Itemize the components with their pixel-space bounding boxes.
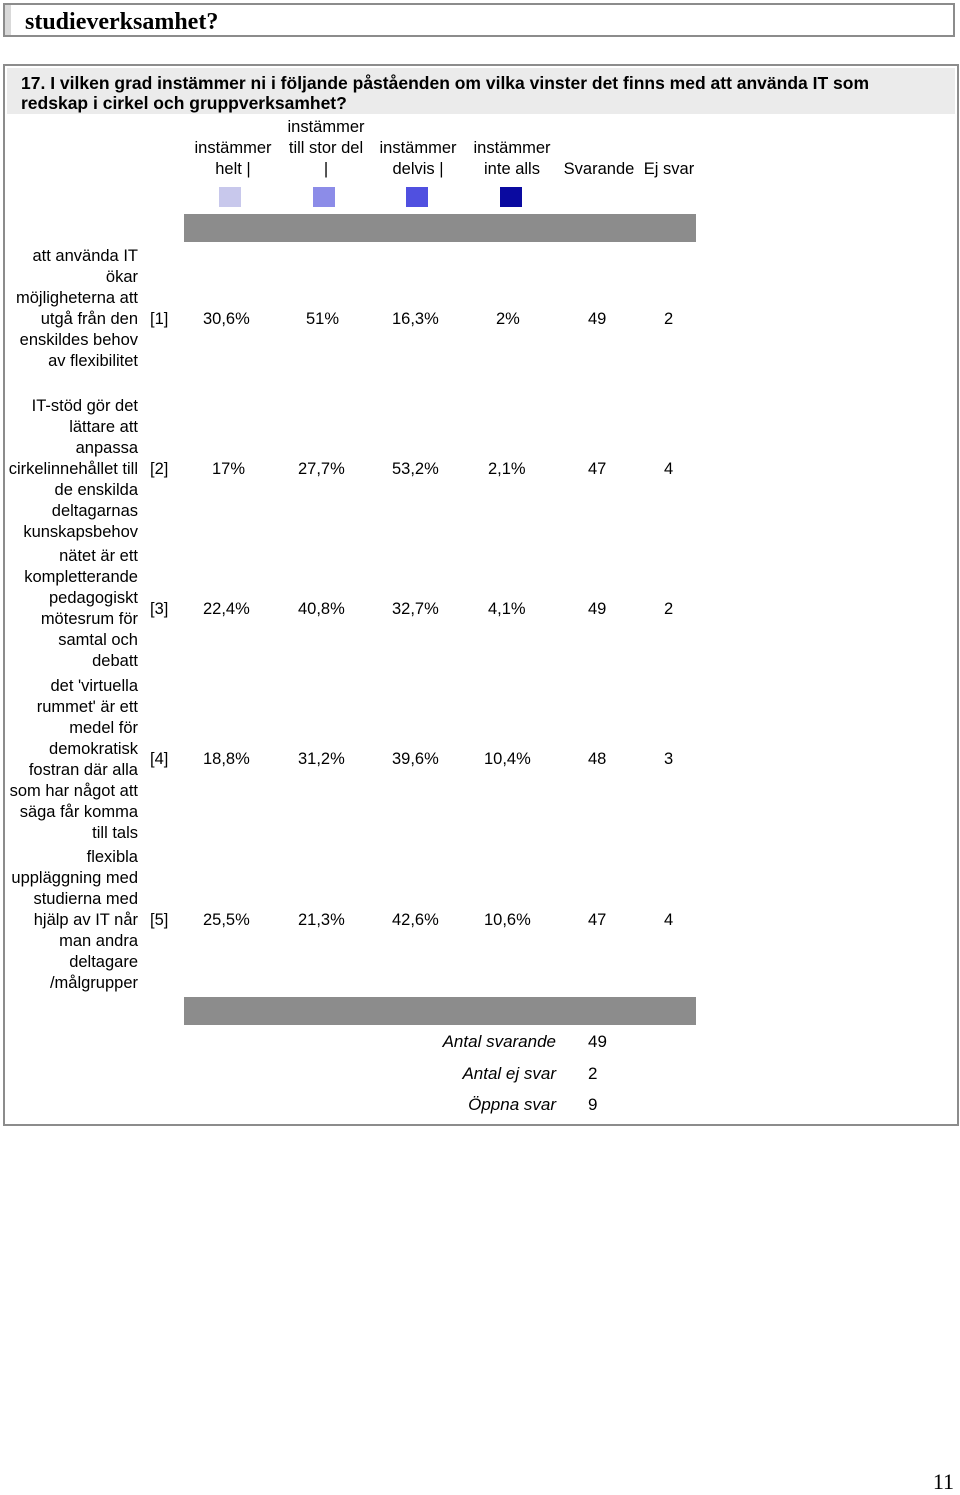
legend-swatch-inte-alls	[500, 187, 522, 207]
row-5-inte-alls: 10,6%	[484, 911, 531, 929]
row-5-svarande: 47	[588, 911, 607, 929]
row-3-delvis: 32,7%	[392, 600, 439, 618]
col1-line1: instämmer	[194, 139, 272, 157]
row-4-helt: 18,8%	[203, 750, 250, 768]
row-4-delvis: 39,6%	[392, 750, 439, 768]
row-4-label: det 'virtuella rummet' är ett medel för demokratisk fostran där alla som har något att säga får komma till tals	[9, 677, 138, 842]
row-5-delvis: 42,6%	[392, 911, 439, 929]
row-2-helt: 17%	[212, 460, 246, 478]
row-3-label: nätet är ett kompletterande pedagogiskt mötesrum för samtal och debatt	[24, 547, 138, 670]
row-5-label: flexibla uppläggning med studierna med hjälp av IT når man andra deltagare /målgrupper	[11, 848, 138, 992]
question-text: 17. I vilken grad instämmer ni i följande påståenden om vilka vinster det finns med att använda IT som redskap i cirkel och gruppverksamhet?	[21, 73, 870, 113]
row-1-till-stor-del: 51%	[306, 310, 340, 328]
row-2-ej-svar: 4	[664, 460, 674, 478]
antal-ej-svar-label: Antal ej svar	[462, 1064, 556, 1083]
row-5-helt: 25,5%	[203, 911, 250, 929]
column-header-instammer-helt	[186, 138, 280, 180]
page-number: 11	[932, 1469, 954, 1494]
row-3-svarande: 49	[588, 600, 607, 618]
row-4-till-stor-del: 31,2%	[298, 750, 345, 768]
col1-line2: helt |	[215, 160, 251, 178]
row-2-svarande: 47	[588, 460, 607, 478]
col4-line1: instämmer	[473, 139, 551, 157]
row-4-id: [4]	[150, 750, 169, 768]
row-5-ej-svar: 4	[664, 911, 674, 929]
row-1-helt: 30,6%	[203, 310, 250, 328]
row-1-label: att använda IT ökar möjligheterna att utgå från den enskildes behov av flexibilitet	[16, 247, 138, 370]
row-3-ej-svar: 2	[664, 600, 674, 618]
row-4-inte-alls: 10,4%	[484, 750, 531, 768]
column-header-instammer-inte-alls	[464, 138, 560, 180]
col2-line2: till stor del	[288, 139, 364, 157]
row-3-inte-alls: 4,1%	[488, 600, 526, 618]
column-header-instammer-till-stor-del	[278, 117, 374, 180]
legend-swatch-till-stor-del	[313, 187, 335, 207]
row-2-delvis: 53,2%	[392, 460, 439, 478]
oppna-svar-value: 9	[588, 1095, 598, 1114]
row-5-till-stor-del: 21,3%	[298, 911, 345, 929]
section-header	[3, 3, 955, 37]
col3-line2: delvis |	[392, 160, 444, 178]
column-header-instammer-delvis	[370, 138, 466, 180]
col4-line2: inte alls	[484, 160, 540, 178]
row-1-inte-alls: 2%	[496, 310, 520, 328]
row-2-label: IT-stöd gör det lättare att anpassa cirkelinnehållet till de enskilda deltagarnas kunskapsbehov	[8, 397, 138, 541]
antal-ej-svar-value: 2	[588, 1064, 598, 1083]
antal-svarande-label: Antal svarande	[442, 1032, 556, 1051]
row-3-id: [3]	[150, 600, 169, 618]
row-5-id: [5]	[150, 911, 169, 929]
row-2-id: [2]	[150, 460, 169, 478]
row-2-inte-alls: 2,1%	[488, 460, 526, 478]
header-stripe	[5, 5, 11, 35]
column-header-ej-svar: Ej svar	[643, 160, 695, 178]
row-3-till-stor-del: 40,8%	[298, 600, 345, 618]
row-2-till-stor-del: 27,7%	[298, 460, 345, 478]
row-1-id: [1]	[150, 310, 169, 328]
antal-svarande-value: 49	[588, 1032, 607, 1051]
legend-swatch-helt	[219, 187, 241, 207]
row-4-svarande: 48	[588, 750, 607, 768]
column-header-svarande: Svarande	[563, 160, 635, 178]
col2-line1: instämmer	[287, 118, 365, 136]
legend-swatch-delvis	[406, 187, 428, 207]
question-band	[7, 68, 955, 114]
col3-line1: instämmer	[379, 139, 457, 157]
col2-line3: |	[323, 160, 329, 178]
row-1-delvis: 16,3%	[392, 310, 439, 328]
row-1-svarande: 49	[588, 310, 607, 328]
row-1-ej-svar: 2	[664, 310, 674, 328]
table-bottom-bar	[184, 997, 696, 1025]
table-top-bar	[184, 214, 696, 242]
row-3-helt: 22,4%	[203, 600, 250, 618]
row-4-ej-svar: 3	[664, 750, 674, 768]
oppna-svar-label: Öppna svar	[468, 1095, 556, 1114]
section-title: studieverksamhet?	[25, 9, 219, 35]
